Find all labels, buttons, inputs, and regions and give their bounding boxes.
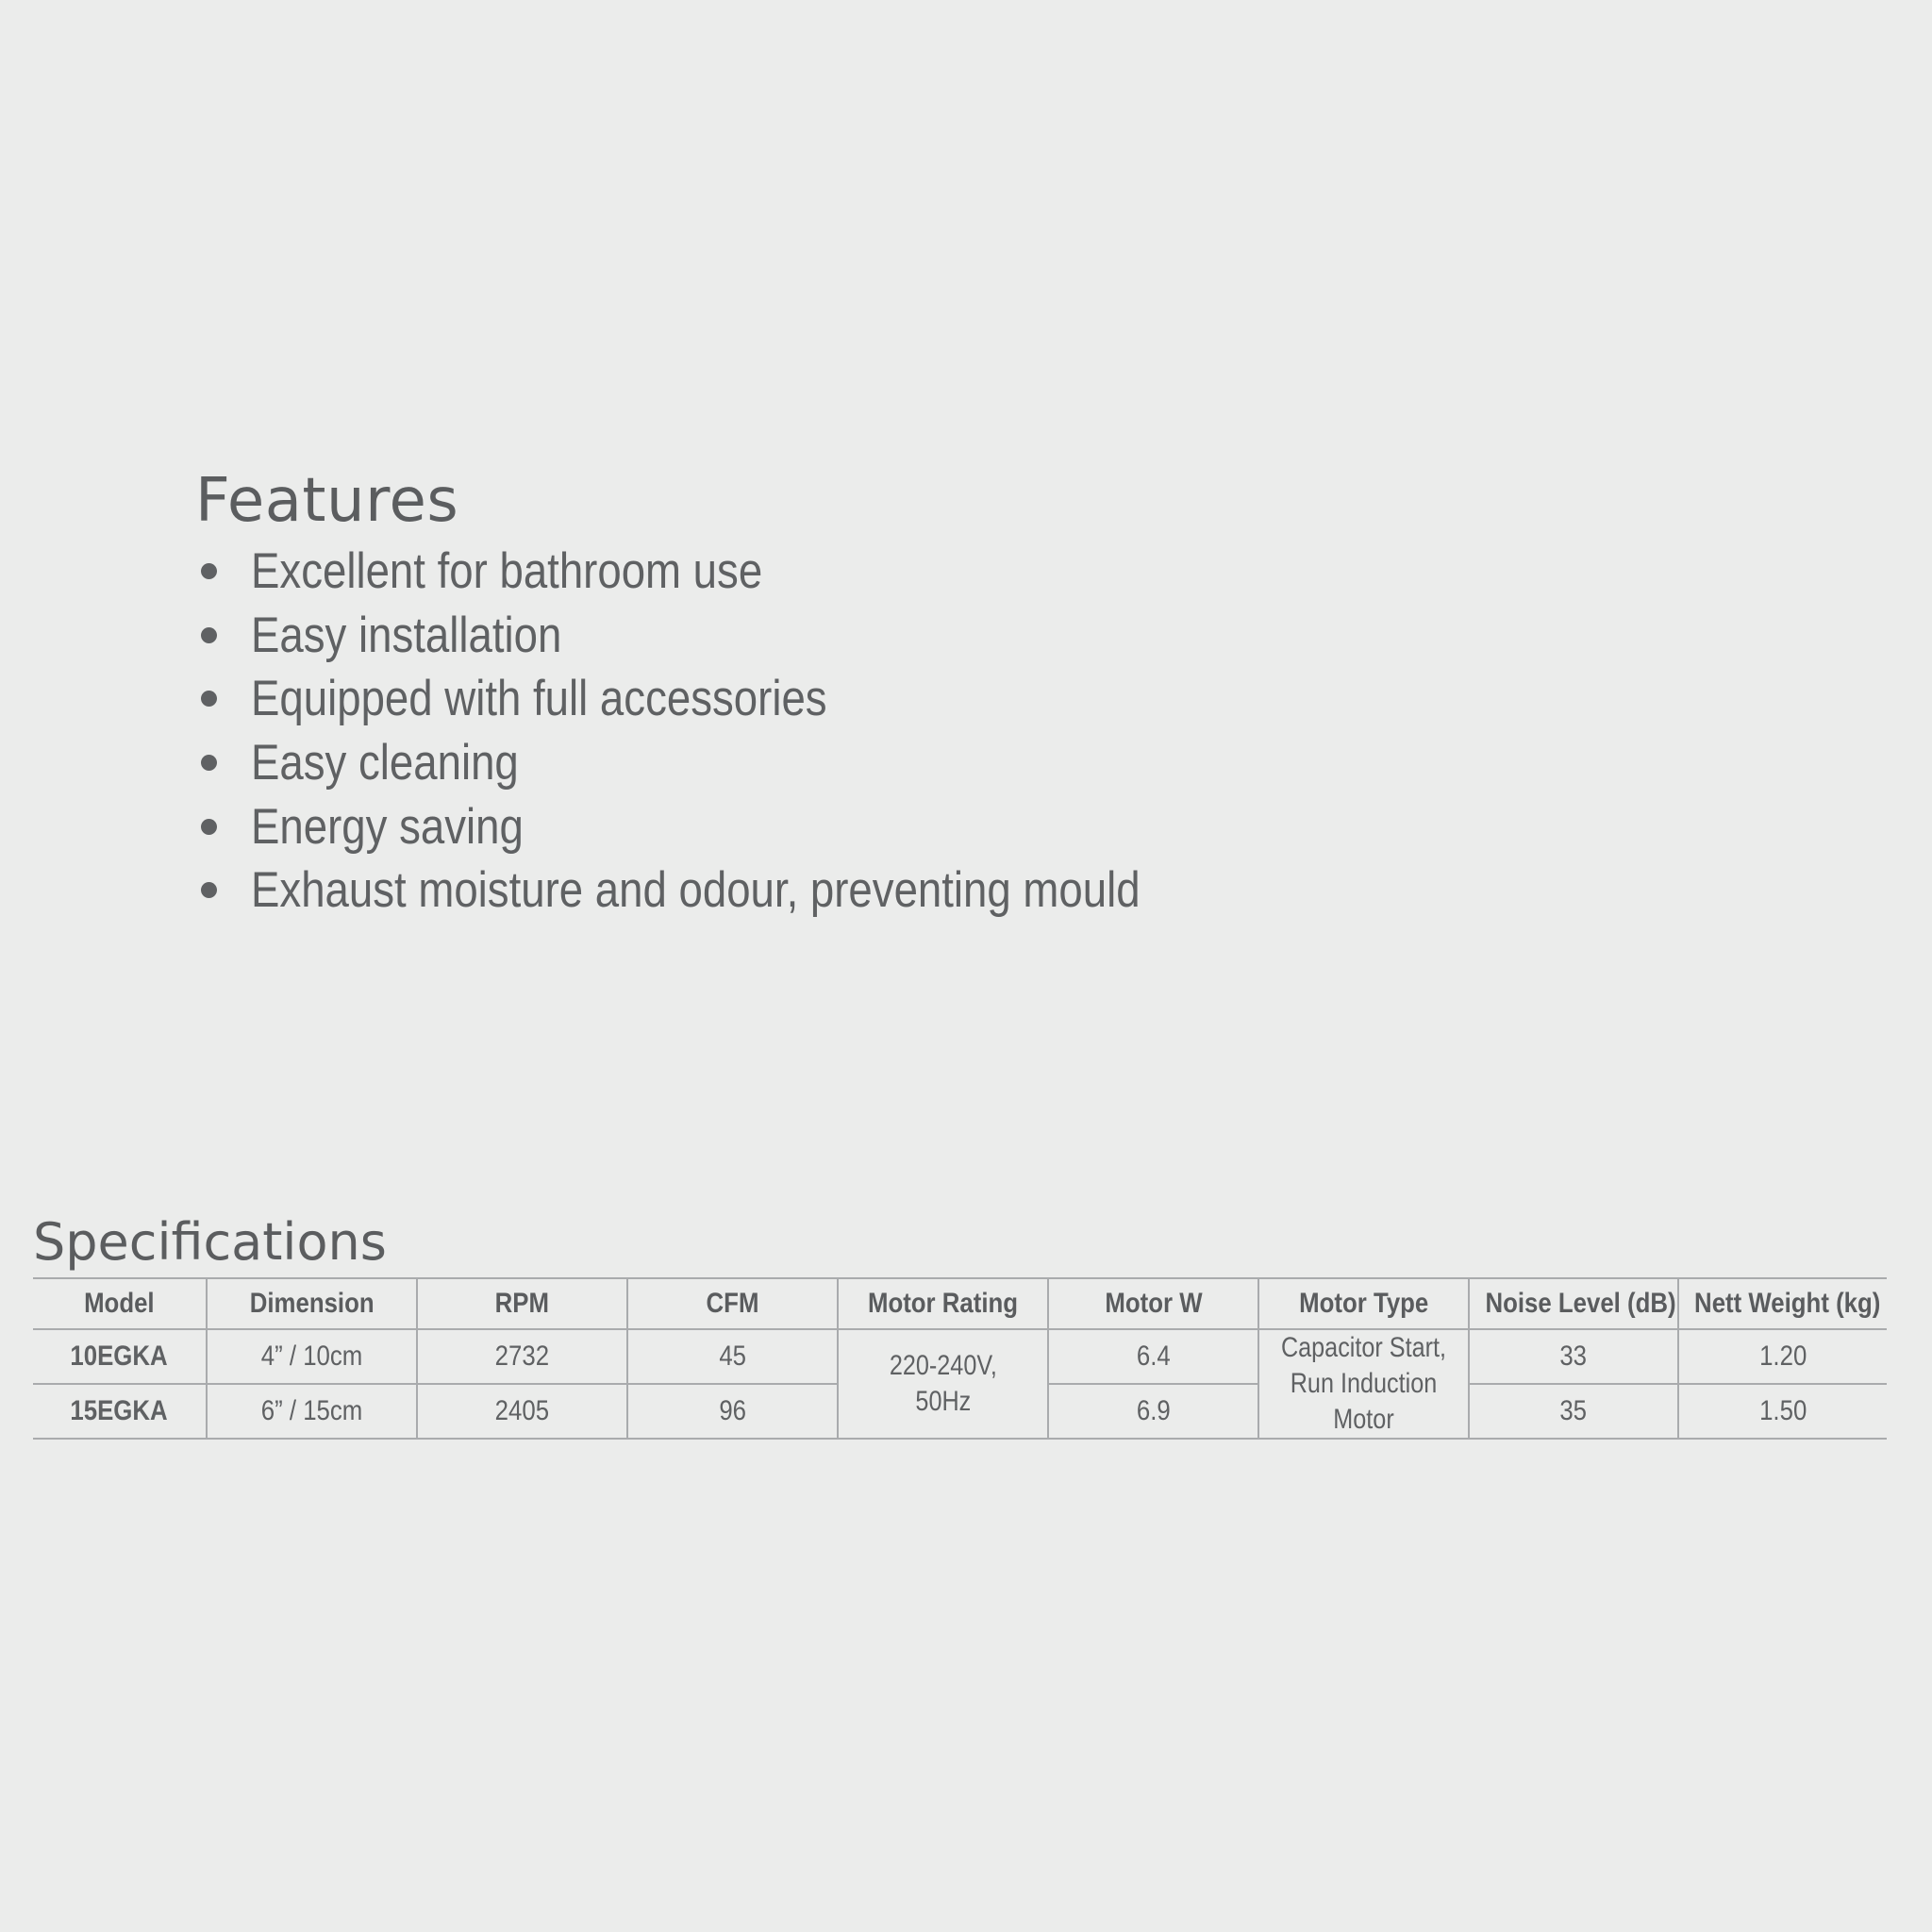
- column-header-model: Model: [33, 1278, 207, 1329]
- bullet-icon: [201, 755, 217, 771]
- cell-dimension: 6” / 15cm: [207, 1384, 417, 1439]
- features-section: [195, 462, 1516, 923]
- cell-noise-level: 33: [1469, 1329, 1678, 1384]
- feature-item: [195, 540, 1516, 604]
- bullet-icon: [201, 691, 217, 707]
- cell-nett-weight: 1.50: [1678, 1384, 1887, 1439]
- features-list: [195, 540, 1516, 923]
- cell-motor-rating: 220-240V, 50Hz: [838, 1329, 1048, 1439]
- bullet-icon: [201, 563, 217, 579]
- column-header-rpm: RPM: [417, 1278, 627, 1329]
- feature-text: Easy installation: [251, 607, 562, 663]
- feature-item: [195, 795, 1516, 859]
- feature-item: [195, 731, 1516, 795]
- feature-item: [195, 667, 1516, 731]
- specifications-heading: Specifications: [33, 1212, 387, 1272]
- cell-nett-weight: 1.20: [1678, 1329, 1887, 1384]
- cell-rpm: 2405: [417, 1384, 627, 1439]
- cell-motor-w: 6.9: [1048, 1384, 1258, 1439]
- cell-model: 10EGKA: [33, 1329, 207, 1384]
- bullet-icon: [201, 819, 217, 835]
- feature-text: Equipped with full accessories: [251, 671, 827, 727]
- cell-dimension: 4” / 10cm: [207, 1329, 417, 1384]
- column-header-motor-type: Motor Type: [1258, 1278, 1469, 1329]
- feature-text: Exhaust moisture and odour, preventing mould: [251, 862, 1141, 919]
- column-header-cfm: CFM: [627, 1278, 838, 1329]
- cell-model: 15EGKA: [33, 1384, 207, 1439]
- cell-noise-level: 35: [1469, 1384, 1678, 1439]
- feature-text: Excellent for bathroom use: [251, 543, 763, 599]
- cell-motor-type: Capacitor Start, Run Induction Motor: [1258, 1329, 1469, 1439]
- cell-rpm: 2732: [417, 1329, 627, 1384]
- feature-text: Easy cleaning: [251, 735, 519, 791]
- column-header-motor-rating: Motor Rating: [838, 1278, 1048, 1329]
- bullet-icon: [201, 627, 217, 643]
- bullet-icon: [201, 882, 217, 898]
- column-header-noise-level: Noise Level (dB): [1469, 1278, 1678, 1329]
- cell-cfm: 45: [627, 1329, 838, 1384]
- column-header-nett-weight: Nett Weight (kg): [1678, 1278, 1887, 1329]
- specifications-section: [33, 1209, 1887, 1440]
- feature-text: Energy saving: [251, 798, 524, 855]
- column-header-motor-w: Motor W: [1048, 1278, 1258, 1329]
- specifications-table: [33, 1277, 1887, 1440]
- cell-motor-w: 6.4: [1048, 1329, 1258, 1384]
- table-row: [33, 1329, 1887, 1384]
- table-header-row: [33, 1278, 1887, 1329]
- column-header-dimension: Dimension: [207, 1278, 417, 1329]
- features-heading: Features: [195, 466, 459, 536]
- cell-cfm: 96: [627, 1384, 838, 1439]
- feature-item: [195, 604, 1516, 668]
- feature-item: [195, 858, 1516, 923]
